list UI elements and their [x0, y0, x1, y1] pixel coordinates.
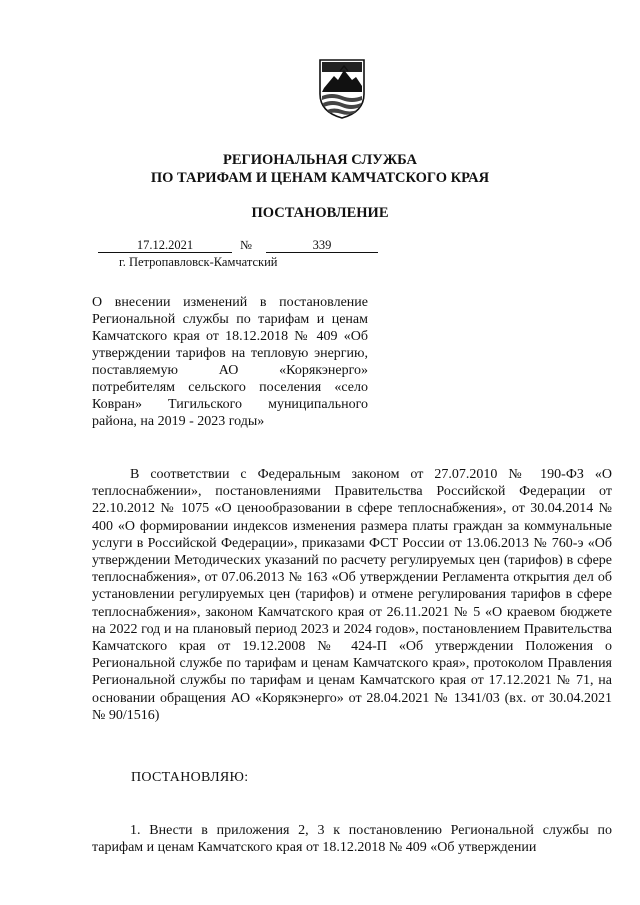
number-label: № — [240, 238, 252, 252]
document-type-title: ПОСТАНОВЛЕНИЕ — [251, 205, 389, 221]
org-name-line-2: ПО ТАРИФАМ И ЦЕНАМ КАМЧАТСКОГО КРАЯ — [150, 170, 490, 186]
document-subject: О внесении изменений в постановление Региональной службы по тарифам и ценам Камчатского края от 18.12.2018 № 409 «Об утверждении тарифов на тепловую энергию, поставляемую АО «Корякэнерго» потребителям сельского поселения «село Ковран» Тигильского муниципального района, на 2019 - 2023 годы» — [92, 295, 368, 429]
org-name-line-1: РЕГИОНАЛЬНАЯ СЛУЖБА — [222, 152, 418, 168]
resolve-heading: ПОСТАНОВЛЯЮ: — [131, 770, 249, 785]
document-date: 17.12.2021 — [98, 238, 232, 253]
preamble-paragraph: В соответствии с Федеральным законом от 27.07.2010 № 190-ФЗ «О теплоснабжении», постановлениями Правительства Российской Федерации от 22.10.2012 № 1075 «О ценообразовании в сфере теплоснабжения», от 30.04.2014 № 400 «О формировании индексов изменения размера платы граждан за коммунальные услуги в Российской Федерации», приказами ФСТ России от 13.06.2013 № 760-э «Об утверждении Методических указаний по расчету регулируемых цен (тарифов) в сфере теплоснабжения», от 07.06.2013 № 163 «Об утверждении Регламента открытия дел об установлении регулируемых цен (тарифов) и отмене регулирования тарифов в сфере теплоснабжения», законом Камчатского края от 26.11.2021 № 5 «О краевом бюджете на 2022 год и на плановый период 2023 и 2024 годов», постановлением Правительства Камчатского края от 19.12.2008 № 424-П «Об утверждении Положения о Региональной службе по тарифам и ценам Камчатского края», протоколом Правления Региональной службы по тарифам и ценам Камчатского края от 17.12.2021 № 71, на основании обращения АО «Корякэнерго» от 28.04.2021 № 1341/03 (вх. от 30.04.2021 № 90/1516) — [92, 467, 612, 723]
document-number: 339 — [266, 238, 378, 253]
item-1-paragraph: 1. Внести в приложения 2, 3 к постановлению Региональной службы по тарифам и ценам Камчатского края от 18.12.2018 № 409 «Об утверждении — [92, 823, 612, 856]
document-city: г. Петропавловск-Камчатский — [119, 255, 278, 269]
kamchatka-coat-of-arms-icon — [318, 58, 366, 120]
